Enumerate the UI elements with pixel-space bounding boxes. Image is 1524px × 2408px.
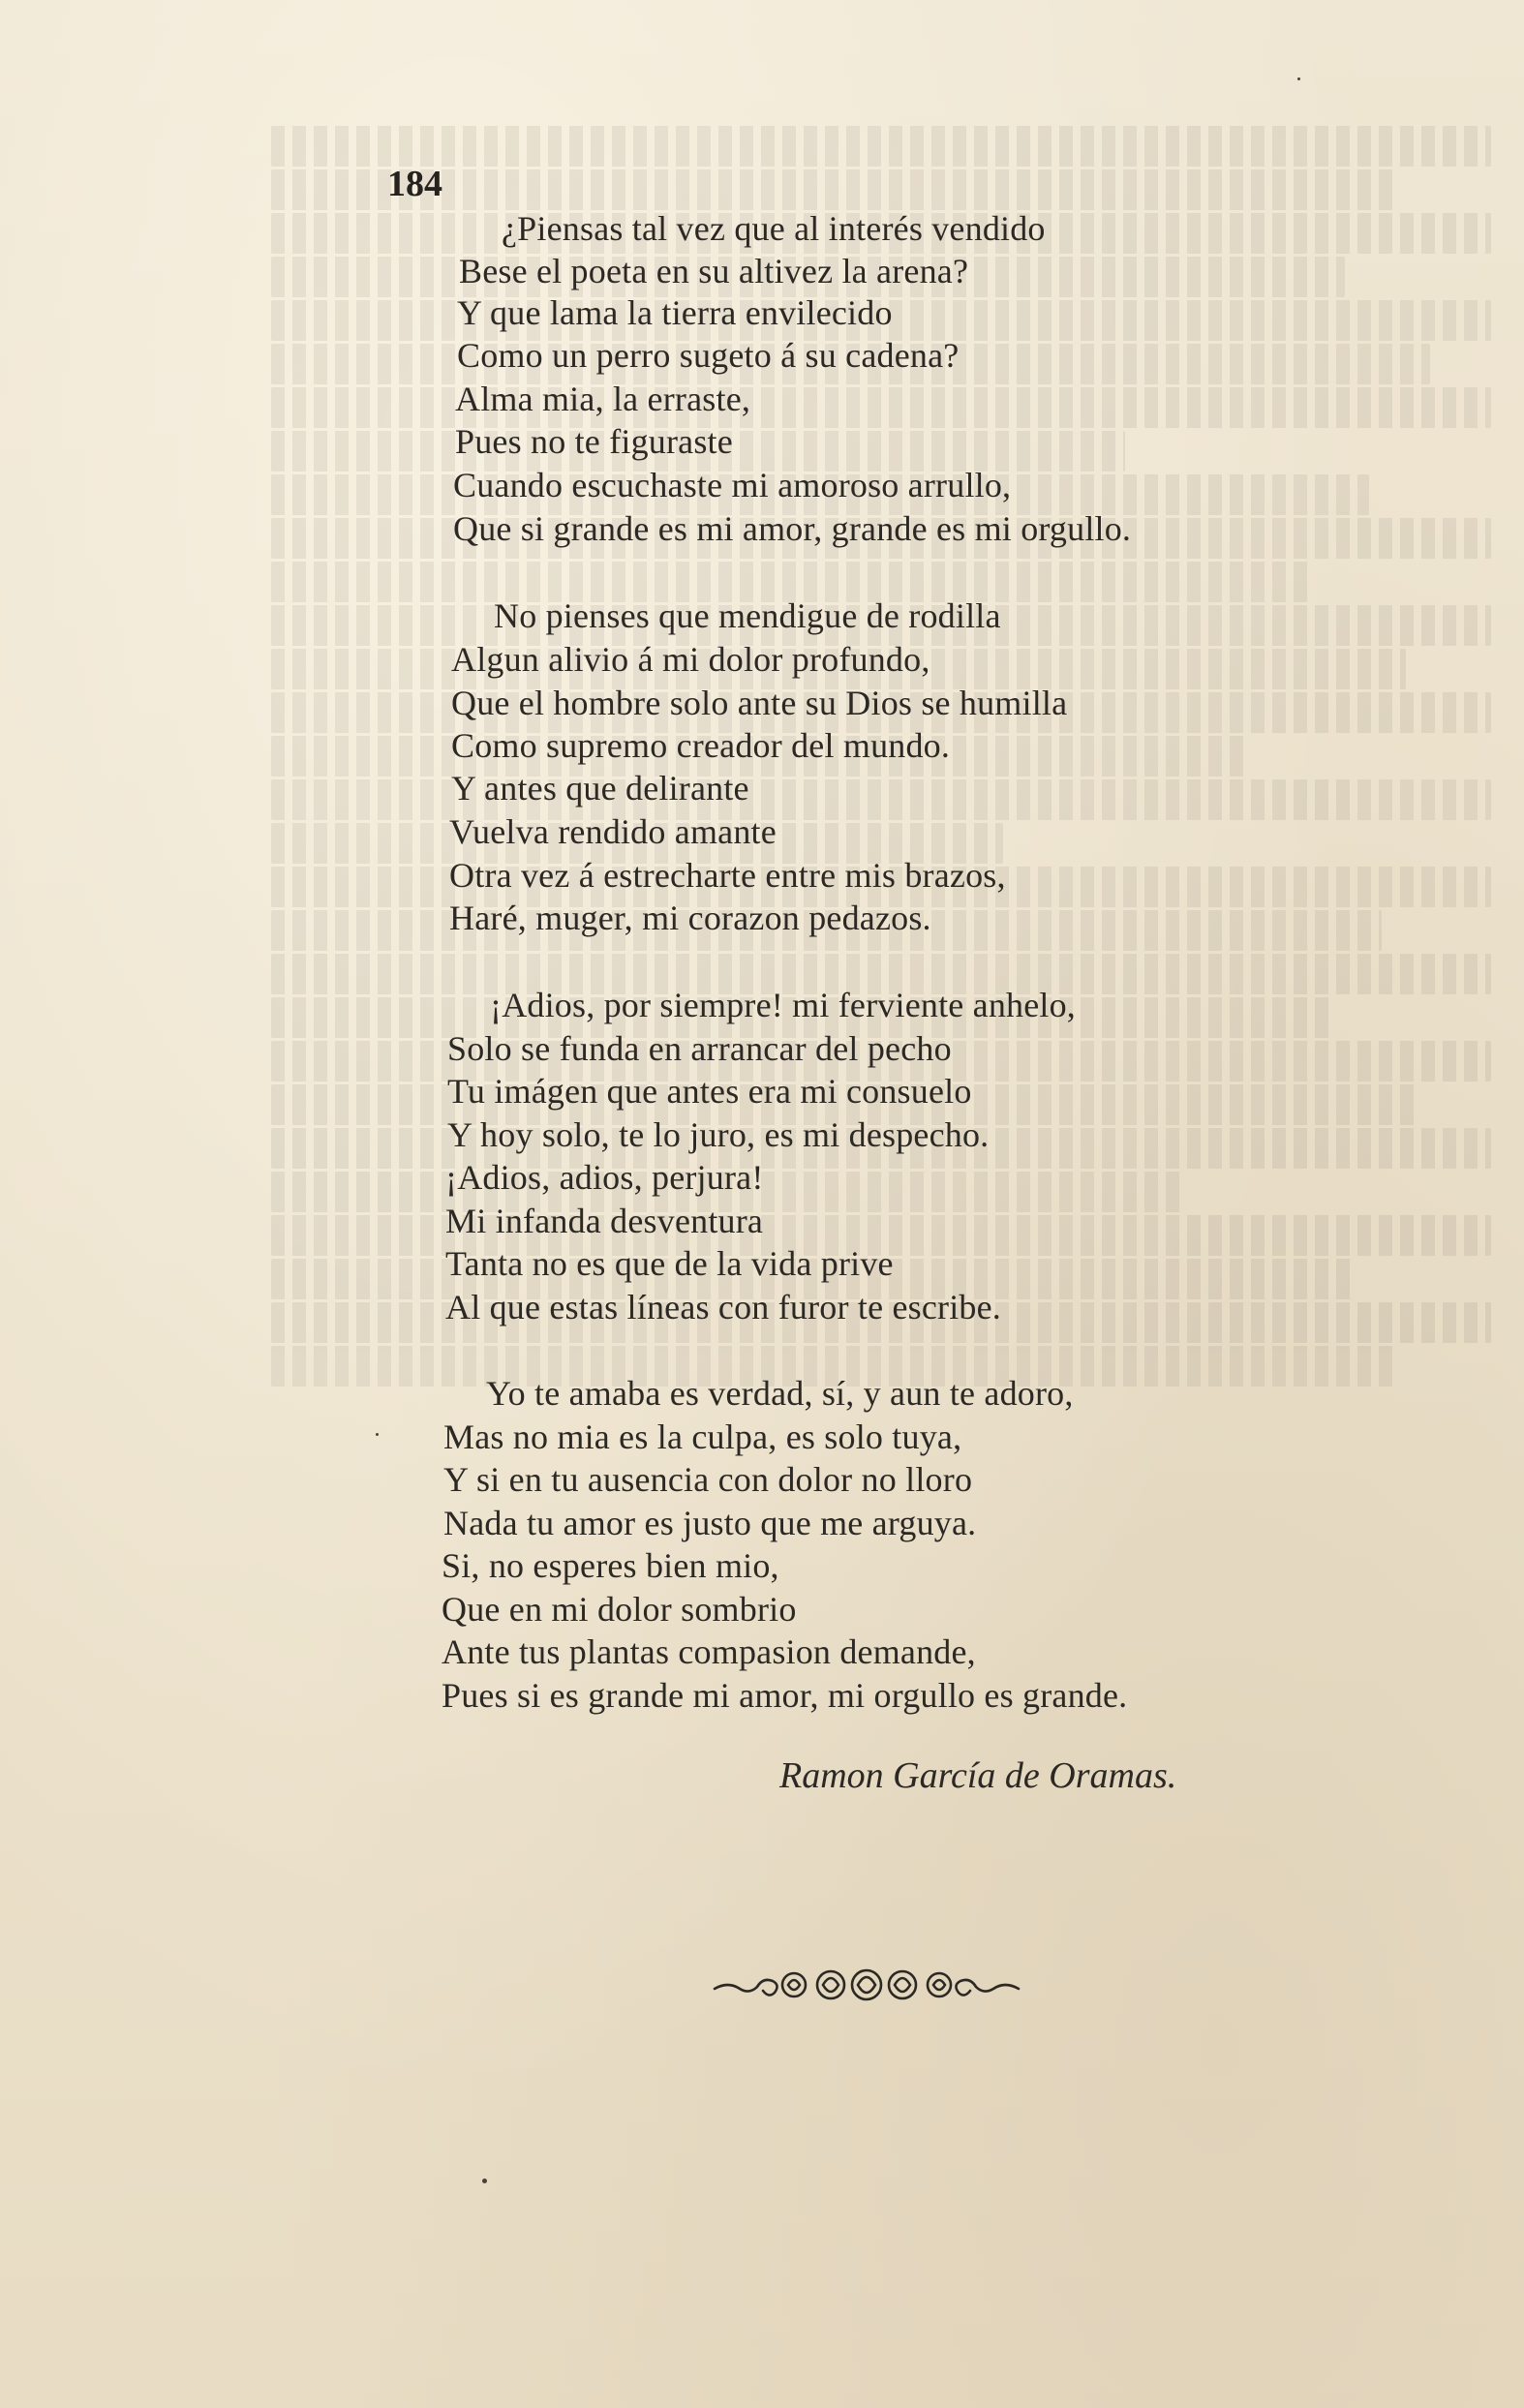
fleuron-ornament-icon: [707, 1956, 1026, 2014]
poem-line: Bese el poeta en su altivez la arena?: [459, 252, 969, 290]
poem-line: Pues no te figuraste: [455, 422, 733, 461]
poem-line: Algun alivio á mi dolor profundo,: [451, 640, 930, 679]
poem-line: Yo te amaba es verdad, sí, y aun te adoro,: [486, 1374, 1074, 1413]
poem-line: Vuelva rendido amante: [449, 812, 777, 851]
poem-line: ¿Piensas tal vez que al interés vendido: [502, 209, 1046, 248]
poem-line: Si, no esperes bien mio,: [442, 1546, 779, 1585]
page-number: 184: [387, 164, 442, 204]
ink-speck: [482, 2179, 487, 2183]
poem-line: Solo se funda en arrancar del pecho: [447, 1029, 952, 1068]
ink-speck: [376, 1433, 379, 1436]
poem-line: Tu imágen que antes era mi consuelo: [447, 1072, 972, 1111]
poem-line: Otra vez á estrecharte entre mis brazos,: [449, 856, 1006, 895]
author-signature: Ramon García de Oramas.: [779, 1755, 1177, 1796]
ink-speck: [1297, 77, 1300, 80]
poem-line: Alma mia, la erraste,: [455, 380, 751, 418]
poem-line: Como supremo creador del mundo.: [451, 726, 951, 765]
poem-line: Que el hombre solo ante su Dios se humilla: [451, 684, 1068, 722]
poem-line: Nada tu amor es justo que me arguya.: [443, 1504, 977, 1542]
poem-line: Y hoy solo, te lo juro, es mi despecho.: [447, 1115, 990, 1154]
poem-line: Y si en tu ausencia con dolor no lloro: [443, 1460, 973, 1499]
poem-line: Pues si es grande mi amor, mi orgullo es grande.: [442, 1676, 1128, 1715]
poem-line: Que si grande es mi amor, grande es mi orgullo.: [453, 509, 1132, 548]
poem-line: Ante tus plantas compasion demande,: [442, 1632, 976, 1671]
poem-line: Haré, muger, mi corazon pedazos.: [449, 899, 931, 937]
poem-line: Cuando escuchaste mi amoroso arrullo,: [453, 466, 1012, 504]
poem-line: Mi infanda desventura: [445, 1202, 764, 1240]
poem-line: Al que estas líneas con furor te escribe.: [445, 1288, 1001, 1326]
poem-line: Como un perro sugeto á su cadena?: [457, 336, 960, 375]
poem-line: ¡Adios, por siempre! mi ferviente anhelo,: [490, 986, 1077, 1024]
poem-line: Mas no mia es la culpa, es solo tuya,: [443, 1417, 962, 1456]
poem-line: No pienses que mendigue de rodilla: [494, 596, 1001, 635]
poem-line: Que en mi dolor sombrio: [442, 1590, 797, 1629]
poem-line: ¡Adios, adios, perjura!: [445, 1158, 764, 1197]
poem-line: Y que lama la tierra envilecido: [457, 293, 893, 332]
poem-line: Y antes que delirante: [451, 769, 749, 808]
poem-line: Tanta no es que de la vida prive: [445, 1244, 894, 1283]
